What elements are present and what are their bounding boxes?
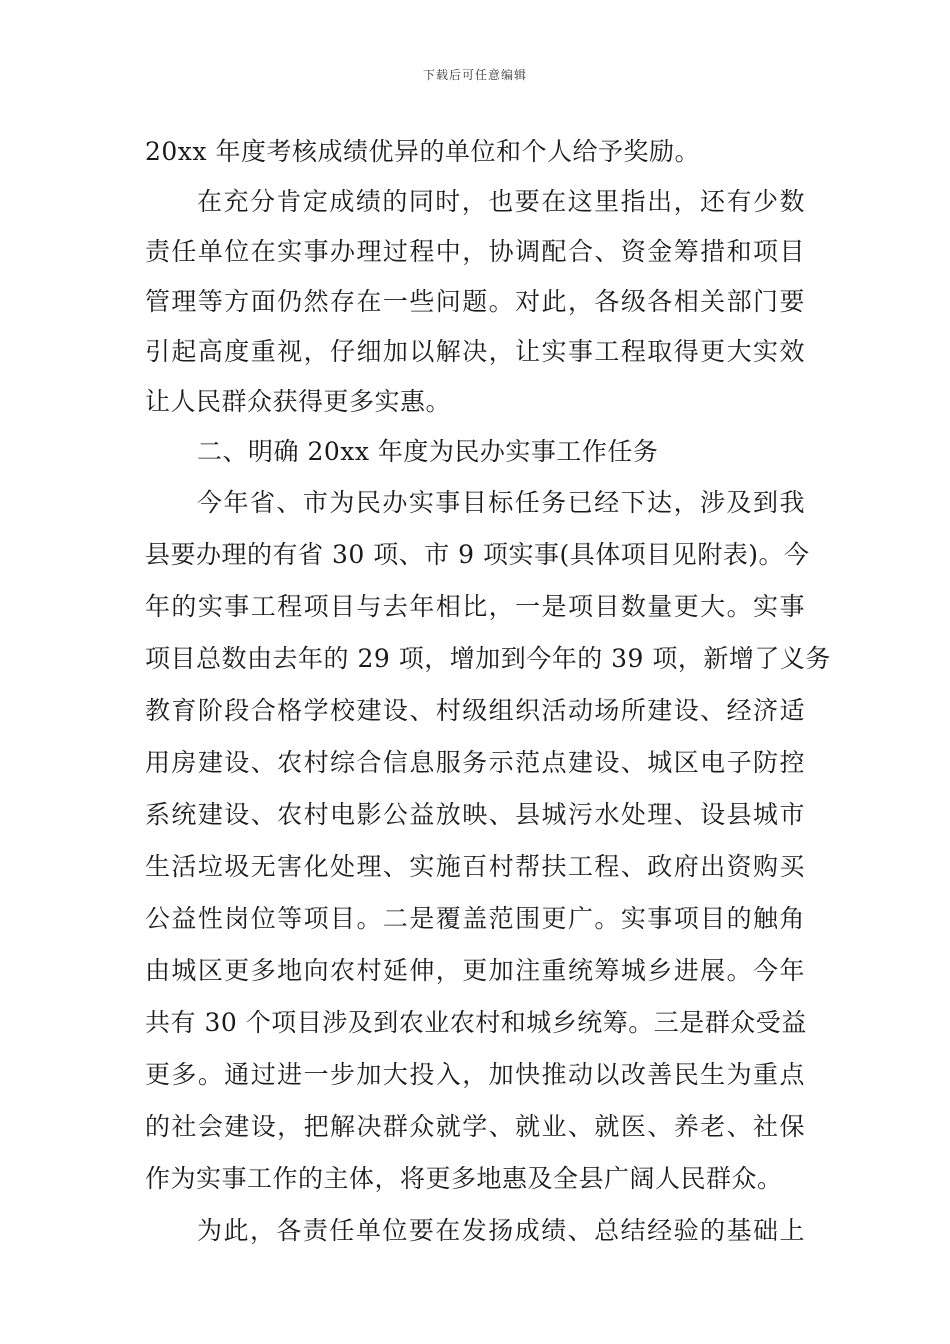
text-line: 引起高度重视，仔细加以解决，让实事工程取得更大实效	[145, 337, 805, 366]
text-line: 系统建设、农村电影公益放映、县城污水处理、设县城市	[145, 800, 805, 829]
page-header: 下载后可任意编辑	[422, 68, 527, 82]
text-line: 公益性岗位等项目。二是覆盖范围更广。实事项目的触角	[145, 904, 805, 933]
text-line: 的社会建设，把解决群众就学、就业、就医、养老、社保	[145, 1112, 805, 1141]
text-line: 用房建设、农村综合信息服务示范点建设、城区电子防控	[145, 748, 805, 777]
paragraph-first-line: 为此，各责任单位要在发扬成绩、总结经验的基础上	[197, 1216, 805, 1245]
paragraph-first-line: 今年省、市为民办实事目标任务已经下达，涉及到我	[197, 488, 805, 517]
text-line: 20xx 年度考核成绩优异的单位和个人给予奖励。	[145, 137, 700, 166]
text-line: 更多。通过进一步加大投入，加快推动以改善民生为重点	[145, 1060, 805, 1089]
text-line: 共有 30 个项目涉及到农业农村和城乡统筹。三是群众受益	[145, 1008, 807, 1037]
text-line: 年的实事工程项目与去年相比，一是项目数量更大。实事	[145, 592, 805, 621]
paragraph-first-line: 在充分肯定成绩的同时，也要在这里指出，还有少数	[197, 187, 805, 216]
text-line: 管理等方面仍然存在一些问题。对此，各级各相关部门要	[145, 287, 805, 316]
text-line: 生活垃圾无害化处理、实施百村帮扶工程、政府出资购买	[145, 852, 805, 881]
text-line: 县要办理的有省 30 项、市 9 项实事(具体项目见附表)。今	[145, 540, 810, 569]
text-line: 教育阶段合格学校建设、村级组织活动场所建设、经济适	[145, 696, 805, 725]
text-line: 让人民群众获得更多实惠。	[145, 387, 452, 416]
text-line: 项目总数由去年的 29 项，增加到今年的 39 项，新增了义务	[145, 644, 831, 673]
section-heading: 二、明确 20xx 年度为民办实事工作任务	[197, 437, 659, 466]
document-body	[145, 127, 831, 1257]
text-line: 作为实事工作的主体，将更多地惠及全县广阔人民群众。	[145, 1164, 783, 1193]
text-line: 由城区更多地向农村延伸，更加注重统筹城乡进展。今年	[145, 956, 805, 985]
text-line: 责任单位在实事办理过程中，协调配合、资金筹措和项目	[145, 237, 805, 266]
